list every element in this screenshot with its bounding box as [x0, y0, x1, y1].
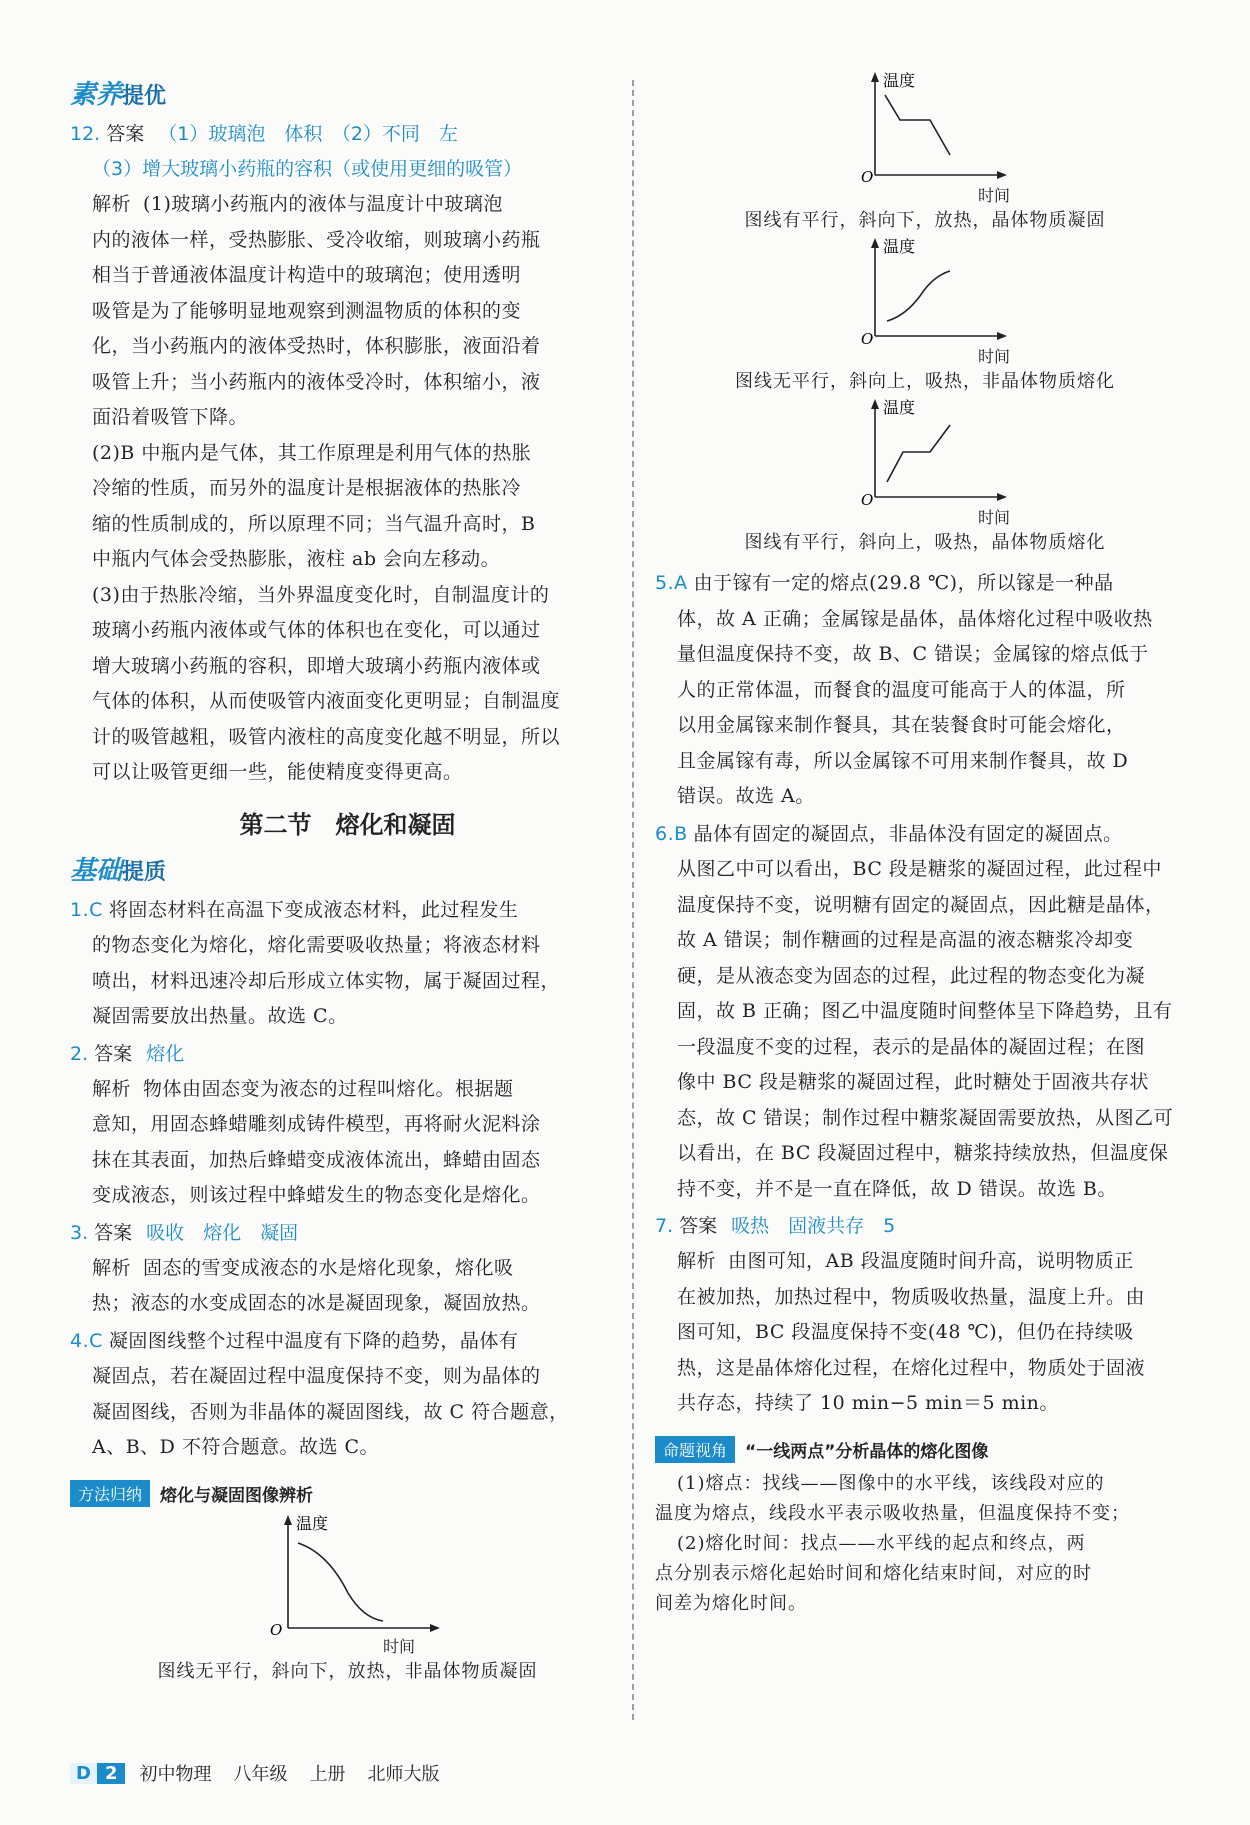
footer-d-badge: D [70, 1763, 97, 1784]
curve-line [298, 1543, 383, 1621]
graph-caption: 图线无平行，斜向下，放热，非晶体物质凝固 [157, 1660, 538, 1682]
footer-edition: 北师大版 [367, 1764, 440, 1785]
x-axis-label: 时间 [977, 347, 1010, 366]
question-12: 12. 答案 （1）玻璃泡 体积 （2）不同 左 （3）增大玻璃小药瓶的容积（或使用更细的吸管） 解析 (1)玻璃小药瓶内的液体与温度计中玻璃泡 内的液体一样，受热膨胀、受冷收缩，则玻璃小药瓶 相当于普通液体温度计构造中的玻璃泡；使用透明 吸管是为了能够明显地观察到测温物质的体积的变 化，当小药瓶内的液体受热时，体积膨胀，液面沿着 吸管上升；当小药瓶内的液体受冷时，体积缩小，液 面沿着吸管下降。 (2)B 中瓶内是气体，其工作原理是利用气体的热胀 冷缩的性质，而另外的温度计是根据液体的热胀冷 缩的性质制成的，所以原理不同；当气温升高时，B 中瓶内气体会受热膨胀，液柱 ab 会向左移动。 (3)由于热胀冷缩，当外界温度变化时，自制温度计的 玻璃小药瓶内液体或气体的体积也在变化，可以通过 增大玻璃小药瓶的容积，即增大玻璃小药瓶内液体或 气体的体积，从而使吸管内液面变化更明显；自制温度 计的吸管越粗，吸管内液柱的高度变化越不明显，所以 可以让吸管更细一些，能使精度变得更高。 [70, 117, 625, 791]
temperature-time-graph [825, 236, 1025, 346]
temperature-time-graph [825, 70, 1025, 185]
origin-label: O [269, 1620, 282, 1638]
curve-line [887, 271, 950, 321]
section-title-jichu: 基础提质 [70, 855, 167, 886]
curve-line [885, 95, 950, 155]
temperature-time-graph [825, 397, 1025, 507]
origin-label: O [861, 168, 874, 185]
x-axis-label: 时间 [382, 1636, 415, 1656]
question-6: 6.B 晶体有固定的凝固点，非晶体没有固定的凝固点。 从图乙中可以看出，BC 段是糖浆的凝固过程，此过程中 温度保持不变，说明糖有固定的凝固点，因此糖是晶体， 故 A 错误；制作糖画的过程是高温的液态糖浆冷却变 硬，是从液态变为固态的过程，此过程的物态变化为凝 固，故 B 正确；图乙中温度随时间整体呈下降趋势，且有 一段温度不变的过程，表示的是晶体的凝固过程；在图 像中 BC 段是糖浆的凝固过程，此时糖处于固液共存状 态，故 C 错误；制作过程中糖浆凝固需要放热，从图乙可 以看出，在 BC 段凝固过程中，糖浆持续放热，但温度保 持不变，并不是一直在降低，故 D 错误。故选 B。 [655, 822, 1174, 1200]
x-axis-label: 时间 [977, 508, 1010, 527]
question-7: 7. 答案 吸热 固液共存 5 解析 由图可知，AB 段温度随时间升高，说明物质正 在被加热，加热过程中，物质吸收热量，温度上升。由 图可知，BC 段温度保持不变(48 ℃)，但仍在持续吸 热，这是晶体熔化过程，在熔化过程中，物质处于固液 共存态，持续了 10 min−5 min＝5 min。 [655, 1215, 1146, 1414]
right-column [655, 70, 1195, 1619]
y-axis-label: 温度 [883, 237, 916, 256]
temperature-time-graph [248, 1513, 448, 1638]
footer-volume: 上册 [309, 1764, 346, 1785]
question-2: 2. 答案 熔化 解析 物体由固态变为液态的过程叫熔化。根据题 意知，用固态蜂蜡雕刻成铸件模型，再将耐火泥料涂 抹在其表面，加热后蜂蜡变成液体流出，蜂蜡由固态 变成液态，则该过程中蜂蜡发生的物态变化是熔化。 [70, 1042, 541, 1206]
tip-box: (1)熔点：找线——图像中的水平线，该线段对应的 温度为熔点，线段水平表示吸收热量，但温度保持不变； (2)熔化时间：找点——水平线的起点和终点，两 点分别表示熔化起始时间和熔化结束时间，对应的时 间差为熔化时间。 [655, 1472, 1130, 1614]
graph-caption: 图线有平行，斜向上，吸热，晶体物质熔化 [744, 532, 1106, 553]
method-summary-header: 方法归纳 熔化与凝固图像辨析 [70, 1480, 625, 1507]
question-4: 4.C 凝固图线整个过程中温度有下降的趋势，晶体有 凝固点，若在凝固过程中温度保持不变，则为晶体的 凝固图线，否则为非晶体的凝固图线，故 C 符合题意， A、B、D 不符合题意。故选 C。 [70, 1329, 569, 1458]
y-axis-label: 温度 [883, 71, 916, 90]
question-5: 5.A 由于镓有一定的熔点(29.8 ℃)，所以镓是一种晶 体，故 A 正确；金属镓是晶体，晶体熔化过程中吸收热 量但温度保持不变，故 B、C 错误；金属镓的熔点低于 人的正常体温，而餐食的温度可能高于人的体温，所 以用金属镓来制作餐具，其在装餐食时可能会熔化， 且金属镓有毒，所以金属镓不可用来制作餐具，故 D 错误。故选 A。 [655, 572, 1153, 807]
origin-label: O [861, 491, 874, 507]
answer-text: （1）玻璃泡 体积 （2）不同 左 [158, 123, 458, 145]
graph-noncrystal-melt [655, 236, 1195, 397]
graph-crystal-melt [655, 397, 1195, 558]
footer-grade: 八年级 [233, 1764, 288, 1785]
graph-caption: 图线有平行，斜向下，放热，晶体物质凝固 [744, 210, 1106, 231]
graph-crystal-solidify [655, 70, 1195, 236]
curve-line [887, 425, 950, 482]
x-axis-label: 时间 [977, 186, 1010, 205]
answer-text: （3）增大玻璃小药瓶的容积（或使用更细的吸管） [92, 158, 523, 180]
section-title-suyang: 素养提优 [70, 80, 167, 110]
left-column [70, 70, 625, 1687]
column-divider [632, 80, 634, 1720]
y-axis-label: 温度 [883, 398, 916, 417]
graph-caption: 图线无平行，斜向上，吸热，非晶体物质熔化 [735, 371, 1115, 392]
footer-subject: 初中物理 [139, 1764, 212, 1785]
question-1: 1.C 将固态材料在高温下变成液态材料，此过程发生 的物态变化为熔化，熔化需要吸收热量；将液态材料 喷出，材料迅速冷却后形成立体实物，属于凝固过程， 凝固需要放出热量。故选 C。 [70, 898, 561, 1027]
chapter-title: 第二节 熔化和凝固 [239, 810, 456, 839]
graph-noncrystal-solidify [70, 1513, 625, 1687]
method-badge: 命题视角 [655, 1436, 735, 1463]
proposition-perspective-header: 命题视角 “一线两点”分析晶体的熔化图像 [655, 1436, 1195, 1463]
page-footer [70, 1760, 461, 1786]
page-number: 2 [97, 1763, 126, 1784]
question-number: 12. [70, 123, 101, 145]
method-badge: 方法归纳 [70, 1480, 150, 1507]
question-3: 3. 答案 吸收 熔化 凝固 解析 固态的雪变成液态的水是熔化现象，熔化吸 热；液态的水变成固态的冰是凝固现象，凝固放热。 [70, 1221, 541, 1314]
origin-label: O [861, 330, 874, 346]
y-axis-label: 温度 [295, 1513, 328, 1533]
